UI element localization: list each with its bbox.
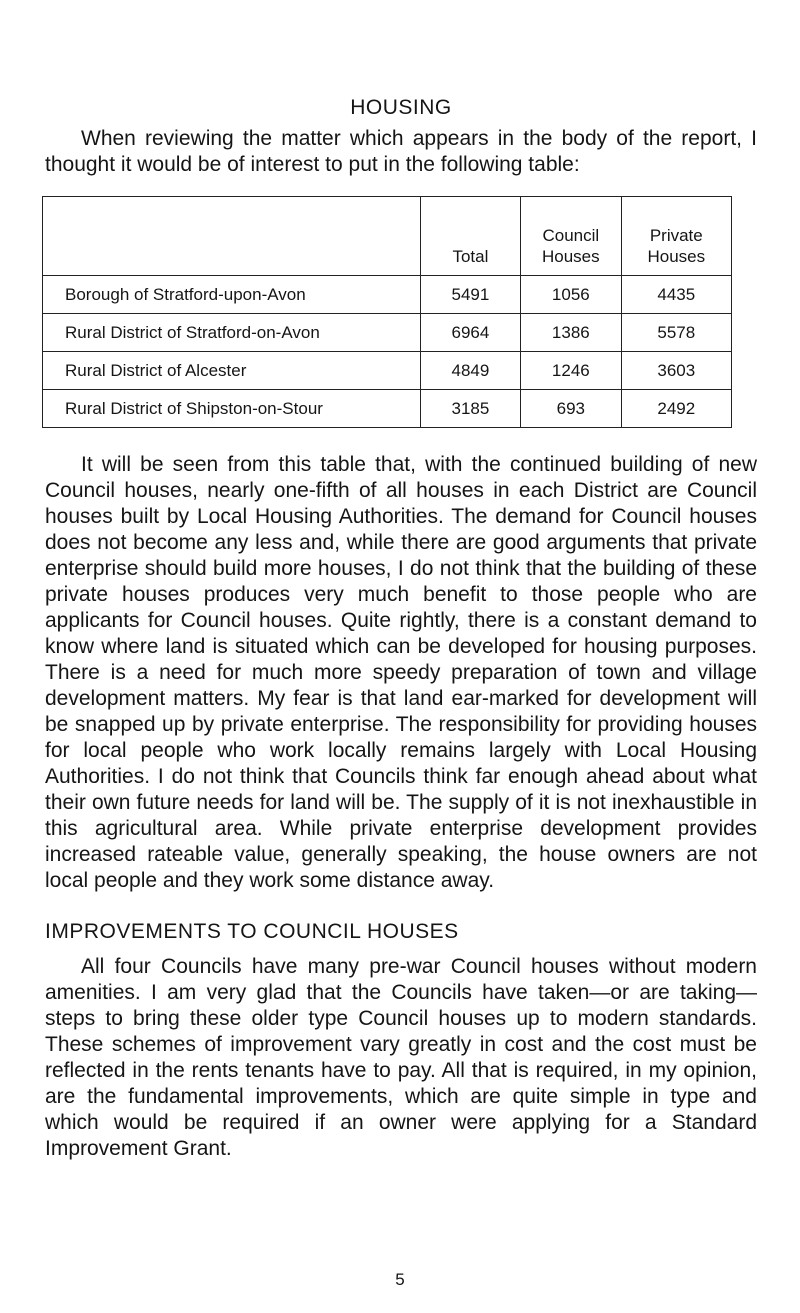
council-houses-cell: 1386 xyxy=(521,314,622,352)
housing-table-wrapper xyxy=(42,196,732,428)
table-row xyxy=(43,276,732,314)
table-row xyxy=(43,390,732,428)
header-cell-total: Total xyxy=(420,197,520,276)
council-houses-cell: 693 xyxy=(521,390,622,428)
improvements-paragraph: All four Councils have many pre-war Council houses without modern amenities. I am very glad that the Councils have taken—or are taking—steps to bring these older type Council houses up to modern standards. These schemes of improvement vary greatly in cost and the cost must be reflected in the rents tenants have to pay. All that is required, in my opinion, are the fundamental improvements, which are quite simple in type and which would be required if an owner were applying for a Standard Improvement Grant. xyxy=(45,955,757,1160)
private-houses-cell: 3603 xyxy=(621,352,731,390)
table-row xyxy=(43,352,732,390)
row-label: Rural District of Stratford-on-Avon xyxy=(43,314,421,352)
housing-table xyxy=(42,196,732,428)
row-label: Rural District of Shipston-on-Stour xyxy=(43,390,421,428)
council-houses-cell: 1056 xyxy=(521,276,622,314)
header-cell-council-houses: Council Houses xyxy=(521,197,622,276)
page-number: 5 xyxy=(395,1270,405,1289)
table-header-row xyxy=(43,197,732,276)
table-row xyxy=(43,314,732,352)
header-cell-blank xyxy=(43,197,421,276)
total-cell: 5491 xyxy=(420,276,520,314)
total-cell: 6964 xyxy=(420,314,520,352)
row-label: Borough of Stratford-upon-Avon xyxy=(43,276,421,314)
intro-paragraph: When reviewing the matter which appears in the body of the report, I thought it would be of interest to put in the following table: xyxy=(45,127,757,176)
page-title: HOUSING xyxy=(350,96,452,119)
total-cell: 3185 xyxy=(420,390,520,428)
section-heading: IMPROVEMENTS TO COUNCIL HOUSES xyxy=(45,920,459,943)
header-cell-private-houses: Private Houses xyxy=(621,197,731,276)
document-page xyxy=(45,96,757,1162)
total-cell: 4849 xyxy=(420,352,520,390)
private-houses-cell: 2492 xyxy=(621,390,731,428)
council-houses-cell: 1246 xyxy=(521,352,622,390)
private-houses-cell: 5578 xyxy=(621,314,731,352)
analysis-paragraph: It will be seen from this table that, with the continued building of new Council houses, nearly one-fifth of all houses in each District are Council houses built by Local Housing Authorities. The demand for Council houses does not become any less and, while there are good arguments that private enterprise should build more houses, I do not think that the building of these private houses produces very much benefit to those people who are applicants for Council houses. Quite rightly, there is a constant demand to know where land is situated which can be developed for housing purposes. There is a need for much more speedy preparation of town and village development matters. My fear is that land ear-marked for development will be snapped up by private enterprise. The responsibility for providing houses for local people who work locally remains largely with Local Housing Authorities. I do not think that Councils think far enough ahead about what their own future needs for land will be. The supply of it is not inexhaustible in this agricultural area. While private enterprise development provides increased rateable value, generally speaking, the house owners are not local people and they work some distance away. xyxy=(45,453,757,892)
row-label: Rural District of Alcester xyxy=(43,352,421,390)
private-houses-cell: 4435 xyxy=(621,276,731,314)
